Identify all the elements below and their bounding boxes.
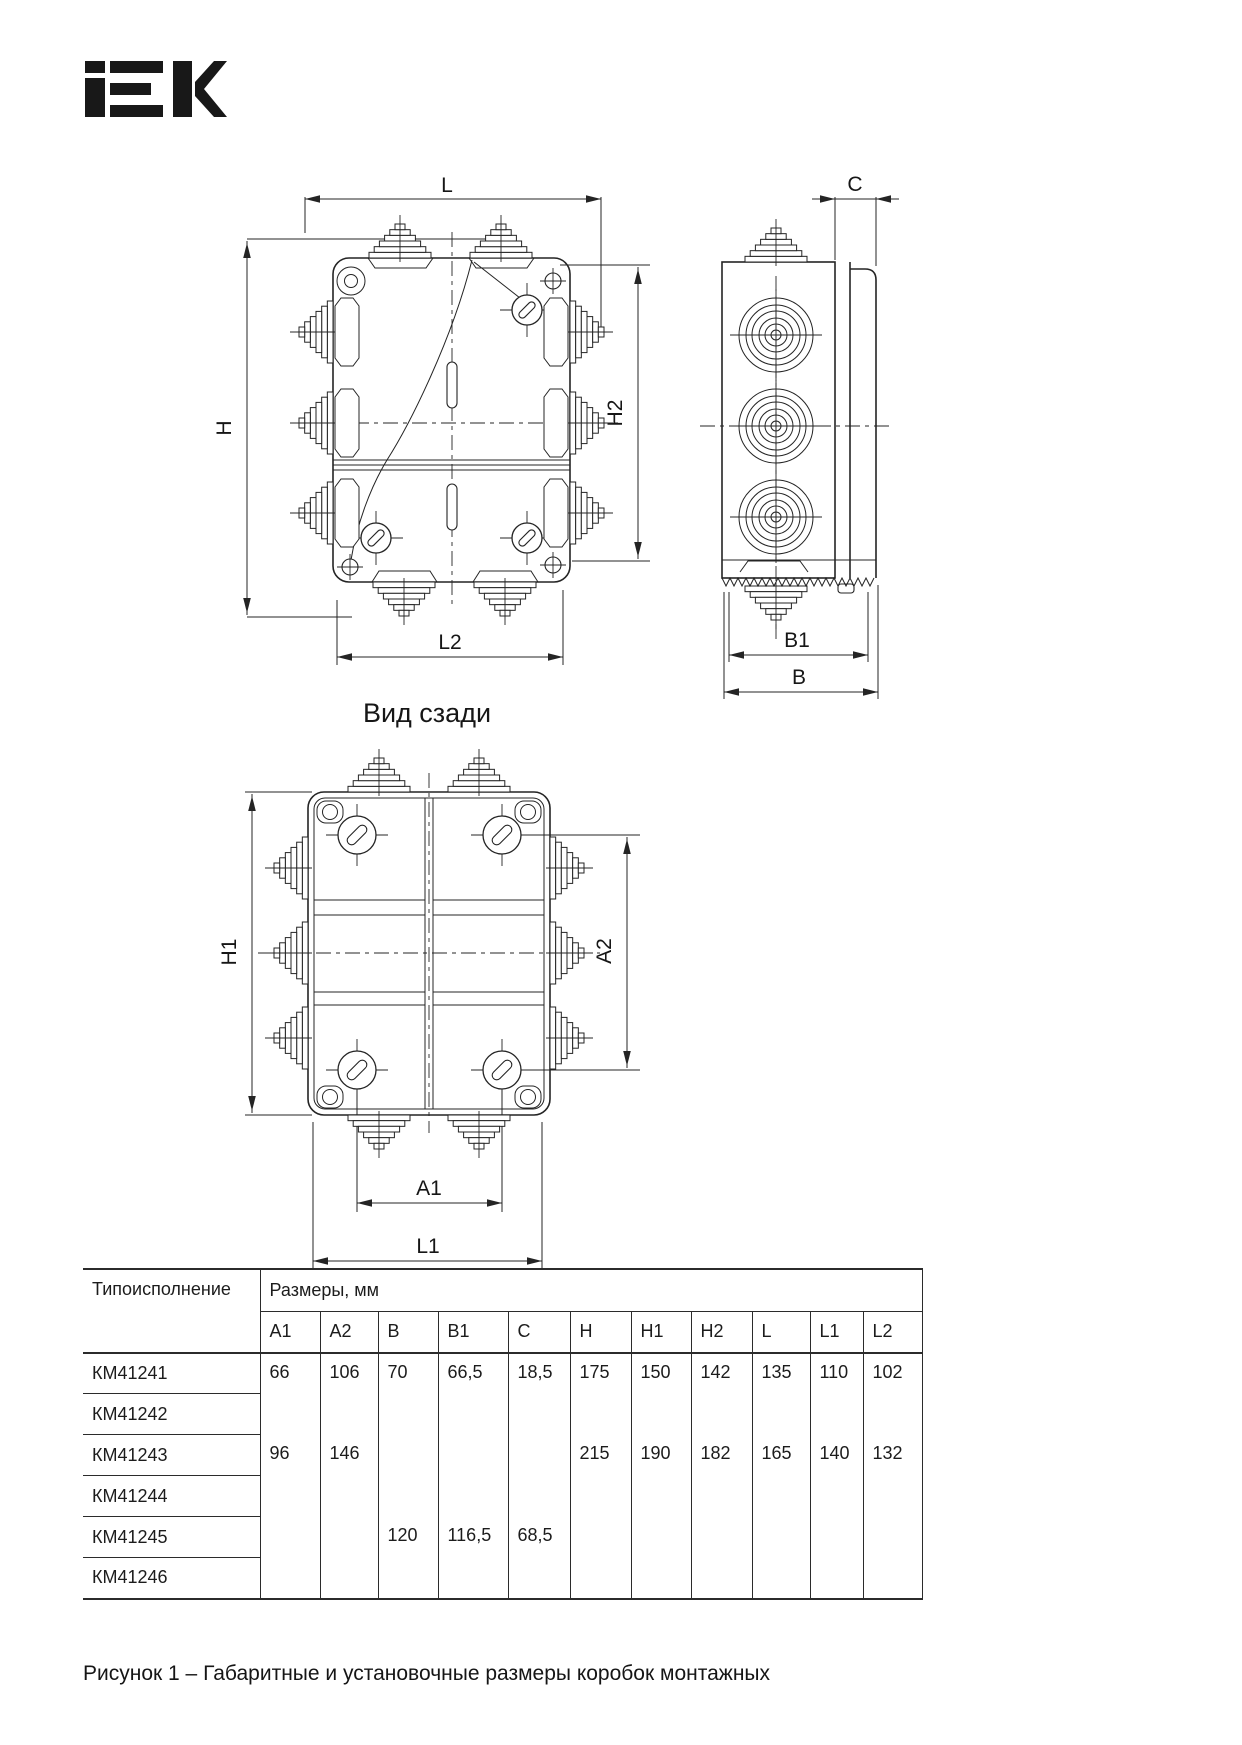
value-cell-h1: 190	[631, 1435, 691, 1599]
value-cell-h: 175	[570, 1353, 631, 1435]
knockout-boss	[544, 389, 568, 457]
value-cell-a2: 146	[320, 1435, 378, 1599]
value-cell-h: 215	[570, 1435, 631, 1599]
generated-drawing-details	[243, 195, 891, 1265]
value-cell-a2: 106	[320, 1353, 378, 1435]
dim-label-c: C	[847, 173, 863, 196]
col-header-l2: L2	[863, 1311, 922, 1353]
col-header-b: B	[378, 1311, 438, 1353]
dimension-arrow	[724, 688, 739, 696]
dimension-arrow	[243, 243, 251, 258]
value-cell-b: 120	[378, 1517, 438, 1599]
value-cell-l2: 102	[863, 1353, 922, 1435]
model-cell: КМ41243	[83, 1435, 260, 1476]
knockout-boss	[335, 479, 359, 547]
dim-label-h1: H1	[218, 938, 241, 966]
dimensions-table	[83, 1268, 923, 1600]
col-header-a1: A1	[260, 1311, 320, 1353]
dimension-arrow	[853, 651, 868, 659]
corner-screw-hole	[337, 267, 365, 295]
model-cell: КМ41245	[83, 1517, 260, 1558]
dimension-arrow	[337, 653, 352, 661]
value-cell-l2: 132	[863, 1435, 922, 1599]
dimension-arrow	[586, 195, 601, 203]
dimension-arrow	[876, 195, 891, 203]
dim-label-b1: B1	[784, 629, 810, 652]
dimension-arrow	[623, 839, 631, 854]
dimension-arrow	[487, 1199, 502, 1207]
col-header-h2: H2	[691, 1311, 752, 1353]
dimension-arrow	[243, 598, 251, 613]
dimension-arrow	[623, 1051, 631, 1066]
dim-label-b: B	[791, 666, 807, 689]
value-cell-h2: 142	[691, 1353, 752, 1435]
dim-label-l: L	[441, 174, 453, 197]
dimension-arrow	[305, 195, 320, 203]
value-cell-h1: 150	[631, 1353, 691, 1435]
corner-pad-hole	[521, 1090, 536, 1105]
dimension-arrow	[729, 651, 744, 659]
dimension-arrow	[820, 195, 835, 203]
dim-label-l2: L2	[438, 631, 462, 654]
rear-view-title: Вид сзади	[362, 698, 492, 728]
value-cell-a1: 66	[260, 1353, 320, 1435]
dimension-arrow	[634, 542, 642, 557]
value-cell-a1: 96	[260, 1435, 320, 1599]
dim-label-a1: A1	[416, 1177, 442, 1200]
dimension-arrow	[248, 1096, 256, 1111]
dimension-arrow	[313, 1257, 328, 1265]
value-cell-l1: 140	[810, 1435, 863, 1599]
knockout-boss	[335, 298, 359, 366]
dimension-arrow	[863, 688, 878, 696]
figure-caption: Рисунок 1 – Габаритные и установочные размеры коробок монтажных	[83, 1662, 771, 1685]
type-header: Типоисполнение	[83, 1269, 260, 1353]
rear-view-drawing	[218, 698, 640, 1270]
knockout-boss	[544, 479, 568, 547]
dim-label-l1: L1	[416, 1235, 440, 1258]
value-cell-b: 70	[378, 1353, 438, 1517]
col-header-l1: L1	[810, 1311, 863, 1353]
col-header-a2: A2	[320, 1311, 378, 1353]
col-header-h1: H1	[631, 1311, 691, 1353]
dim-label-a2: A2	[593, 938, 616, 964]
corner-pad-hole	[323, 1090, 338, 1105]
value-cell-b1: 116,5	[438, 1517, 508, 1599]
col-header-l: L	[752, 1311, 810, 1353]
value-cell-h2: 182	[691, 1435, 752, 1599]
knockout-boss	[544, 298, 568, 366]
col-header-c: C	[508, 1311, 570, 1353]
col-header-h: H	[570, 1311, 631, 1353]
corner-pad-hole	[521, 805, 536, 820]
dimension-arrow	[634, 269, 642, 284]
value-cell-l: 135	[752, 1353, 810, 1435]
dimension-arrow	[357, 1199, 372, 1207]
value-cell-b1: 66,5	[438, 1353, 508, 1517]
value-cell-c: 68,5	[508, 1517, 570, 1599]
dim-label-h: H	[213, 420, 236, 436]
dimension-arrow	[527, 1257, 542, 1265]
col-header-b1: B1	[438, 1311, 508, 1353]
knockout-boss	[335, 389, 359, 457]
dimension-arrow	[248, 796, 256, 811]
dim-label-h2: H2	[604, 399, 627, 427]
dimension-arrow	[548, 653, 563, 661]
model-cell: КМ41244	[83, 1476, 260, 1517]
model-cell: КМ41246	[83, 1558, 260, 1599]
corner-pad-hole	[323, 805, 338, 820]
model-cell: КМ41241	[83, 1353, 260, 1394]
value-cell-c: 18,5	[508, 1353, 570, 1517]
value-cell-l: 165	[752, 1435, 810, 1599]
sizes-group-header: Размеры, мм	[260, 1269, 922, 1311]
model-cell: КМ41242	[83, 1394, 260, 1435]
value-cell-l1: 110	[810, 1353, 863, 1435]
